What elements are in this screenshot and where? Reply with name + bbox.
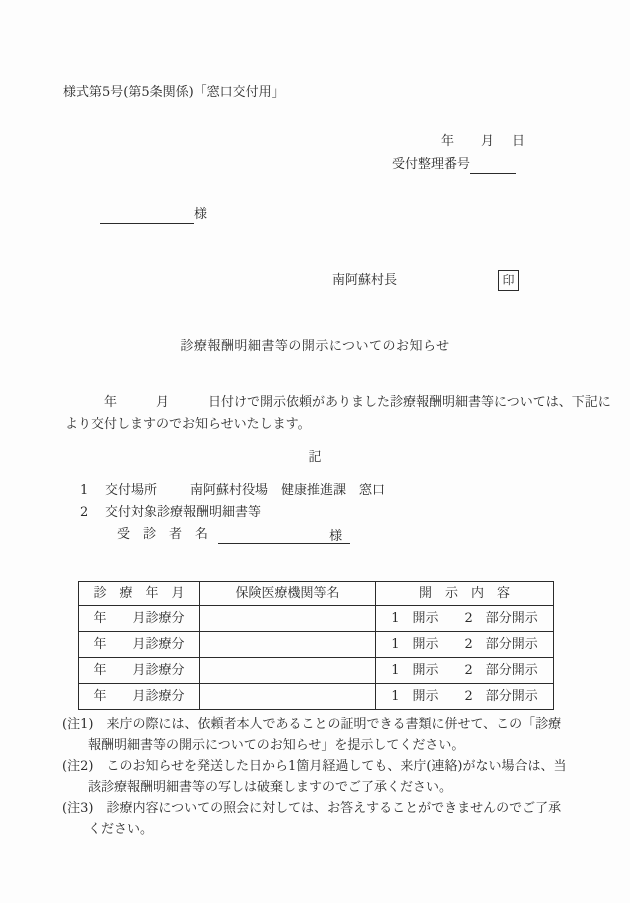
reception-number-label: 受付整理番号	[392, 157, 471, 172]
date-day-label: 日	[512, 134, 526, 149]
note-2-label: (注2)	[62, 759, 94, 774]
note-3-label: (注3)	[62, 801, 94, 816]
sender-name: 南阿蘇村長	[332, 273, 398, 288]
body-paragraph	[65, 392, 611, 436]
table-row	[79, 658, 554, 684]
note-1	[62, 714, 571, 756]
header-institution: 保険医療機関等名	[200, 582, 376, 606]
note-2	[62, 756, 571, 798]
cell-period: 年 月診療分	[79, 658, 200, 684]
seal-mark: 印	[498, 270, 519, 291]
addressee-suffix-label: 様	[194, 207, 208, 222]
addressee-line	[100, 206, 207, 224]
table-header-row	[79, 582, 554, 606]
cell-institution	[200, 606, 376, 632]
note-1-label: (注1)	[62, 717, 94, 732]
item-2-number: 2	[80, 505, 89, 520]
disclosure-table	[78, 581, 554, 710]
footnotes	[62, 714, 571, 840]
reception-number-line	[392, 156, 516, 174]
cell-period: 年 月診療分	[79, 684, 200, 710]
note-2-text: このお知らせを発送した日から1箇月経過しても、来庁(連絡)がない場合は、当該診療報酬明細書等の写しは破棄しますのでご了承ください。	[88, 759, 567, 795]
note-1-text: 来庁の際には、依頼者本人であることの証明できる書類に併せて、この「診療報酬明細書等の開示についてのお知らせ」を提示してください。	[88, 717, 562, 753]
cell-institution	[200, 684, 376, 710]
cell-period: 年 月診療分	[79, 606, 200, 632]
cell-disclosure: 1 開示 2 部分開示	[376, 684, 554, 710]
patient-name-line	[117, 526, 350, 544]
item-1-number: 1	[80, 483, 89, 498]
reception-number-field	[470, 158, 516, 174]
record-mark: 記	[308, 450, 322, 465]
header-disclosure: 開 示 内 容	[376, 582, 554, 606]
note-3-text: 診療内容についての照会に対しては、お答えすることができませんのでご了承ください。	[88, 801, 562, 837]
item-1-label: 交付場所	[105, 483, 158, 498]
cell-disclosure: 1 開示 2 部分開示	[376, 606, 554, 632]
form-number-label: 様式第5号(第5条関係)「窓口交付用」	[63, 85, 285, 100]
addressee-name-field	[100, 208, 194, 224]
header-period: 診 療 年 月	[79, 582, 200, 606]
date-month-label: 月	[481, 134, 495, 149]
cell-institution	[200, 658, 376, 684]
cell-disclosure: 1 開示 2 部分開示	[376, 632, 554, 658]
table-row	[79, 632, 554, 658]
patient-suffix-label: 様	[329, 528, 343, 544]
patient-name-field	[218, 528, 350, 544]
body-line-2: より交付しますのでお知らせいたします。	[65, 417, 311, 432]
table-row	[79, 684, 554, 710]
date-year-label: 年	[441, 134, 455, 149]
cell-period: 年 月診療分	[79, 632, 200, 658]
cell-institution	[200, 632, 376, 658]
note-3	[62, 798, 571, 840]
item-1-value: 南阿蘇村役場 健康推進課 窓口	[190, 483, 386, 498]
item-2-label: 交付対象診療報酬明細書等	[105, 505, 262, 520]
table-row	[79, 606, 554, 632]
patient-name-label: 受 診 者 名	[117, 527, 209, 542]
cell-disclosure: 1 開示 2 部分開示	[376, 658, 554, 684]
document-title: 診療報酬明細書等の開示についてのお知らせ	[180, 339, 450, 354]
body-line-1: 年 月 日付けで開示依頼がありました診療報酬明細書等については、下記に	[65, 395, 611, 410]
